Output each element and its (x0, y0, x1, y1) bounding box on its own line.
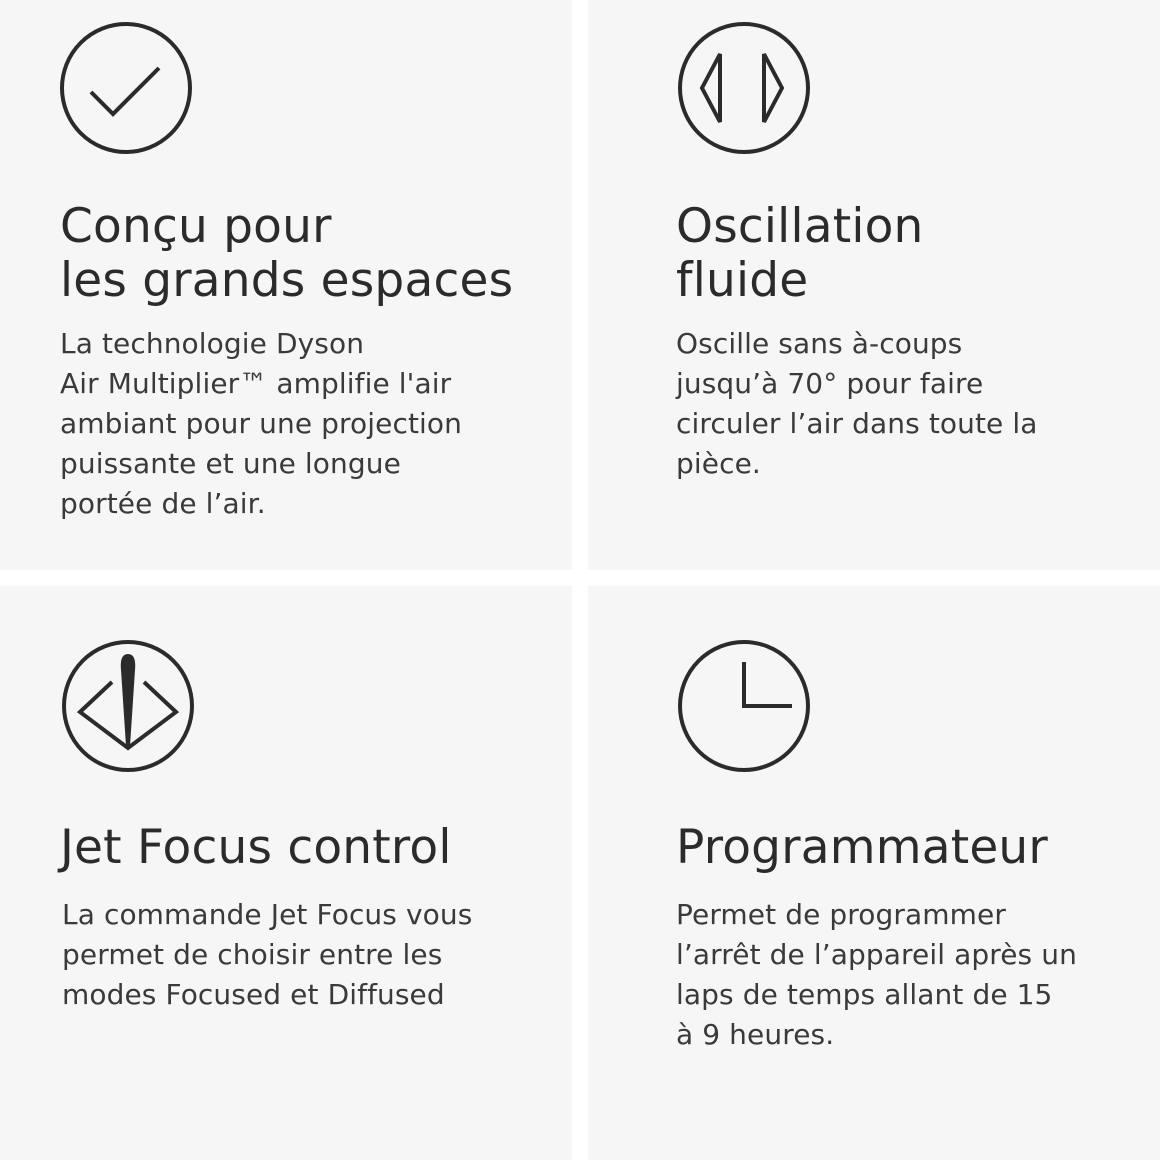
feature-tile-large-spaces (0, 0, 572, 570)
feature-title: Programmateur (676, 820, 1048, 875)
feature-title: Conçu pour les grands espaces (60, 199, 514, 308)
feature-tile-timer (588, 586, 1160, 1160)
clock-circle-icon (676, 638, 812, 774)
feature-tile-oscillation (588, 0, 1160, 570)
jet-focus-circle-icon (60, 638, 196, 774)
feature-description: La technologie Dyson Air Multiplier™ amplifie l'air ambiant pour une projection puissante et une longue portée de l’air. (60, 327, 462, 520)
feature-description: Oscille sans à-coups jusqu’à 70° pour faire circuler l’air dans toute la pièce. (676, 327, 1038, 480)
feature-description: La commande Jet Focus vous permet de choisir entre les modes Focused et Diffused (62, 898, 473, 1011)
feature-title: Jet Focus control (60, 820, 452, 875)
feature-tile-jet-focus (0, 586, 572, 1160)
feature-title: Oscillation fluide (676, 199, 924, 308)
feature-description: Permet de programmer l’arrêt de l’appareil après un laps de temps allant de 15 à 9 heures. (676, 898, 1077, 1051)
oscillation-arrows-circle-icon (676, 20, 812, 156)
checkmark-circle-icon (58, 20, 194, 156)
